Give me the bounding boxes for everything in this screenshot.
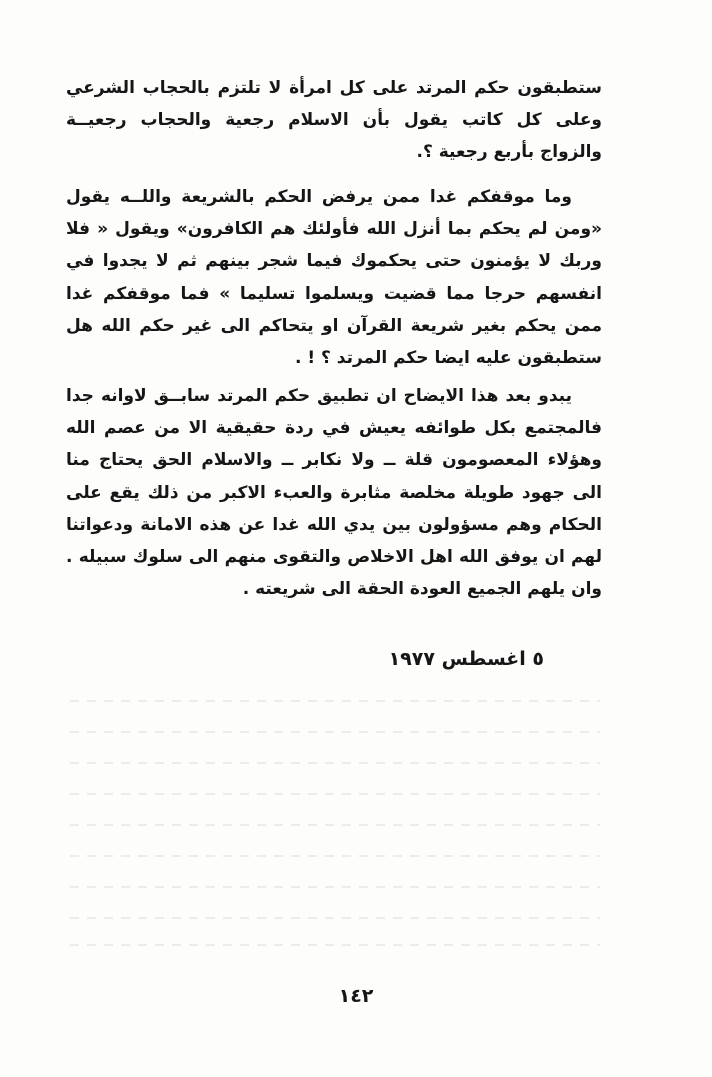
bleed-through-line xyxy=(70,886,600,888)
paragraph-3: يبدو بعد هذا الايضاح ان تطبيق حكم المرتد سابــق لاوانه جدا فالمجتمع بكل طوائفه يعيش في ردة حقيقية الا من عصم الله وهؤلاء المعصومون قلة ــ ولا نكابر ــ والاسلام الحق يحتاج منا الى جهود طويلة مخلصة مثابرة والعبء الاكبر من ذلك يقع على الحكام وهم مسؤولون بين يدي الله غدا عن هذه الامانة ودعواتنا لهم ان يوفق الله اهل الاخلاص والتقوى منهم الى سلوك سبيله . وان يلهم الجميع العودة الحقة الى شريعته . xyxy=(66,386,602,600)
paragraph-1: ستطبقون حكم المرتد على كل امرأة لا تلتزم بالحجاب الشرعي وعلى كل كاتب يقول بأن الاسلام رجعية والحجاب رجعيــة والزواج بأربع رجعية ؟. xyxy=(66,78,602,163)
bleed-through-line xyxy=(70,731,600,733)
bleed-through-line xyxy=(70,917,600,919)
bleed-through-line xyxy=(70,793,600,795)
bleed-through-line xyxy=(70,762,600,764)
dateline: ٥ اغسطس ١٩٧٧ xyxy=(388,648,544,670)
paragraph-2: وما موقفكم غدا ممن يرفض الحكم بالشريعة واللــه يقول «ومن لم يحكم بما أنزل الله فأولئك هم الكافرون» ويقول « فلا وربك لا يؤمنون حتى يحكموك فيما شجر بينهم ثم لا يجدوا في انفسهم حرجا مما قضيت ويسلموا تسليما » فما موقفكم غدا ممن يحكم بغير شريعة القرآن او يتحاكم الى غير حكم الله هل ستطبقون عليه ايضا حكم المرتد ؟ ! . xyxy=(66,187,602,369)
bleed-through-line xyxy=(70,855,600,857)
bleed-through-line xyxy=(70,700,600,702)
page-number: ١٤٢ xyxy=(338,985,374,1007)
bleed-through-line xyxy=(70,824,600,826)
bleed-through-line xyxy=(70,944,600,946)
